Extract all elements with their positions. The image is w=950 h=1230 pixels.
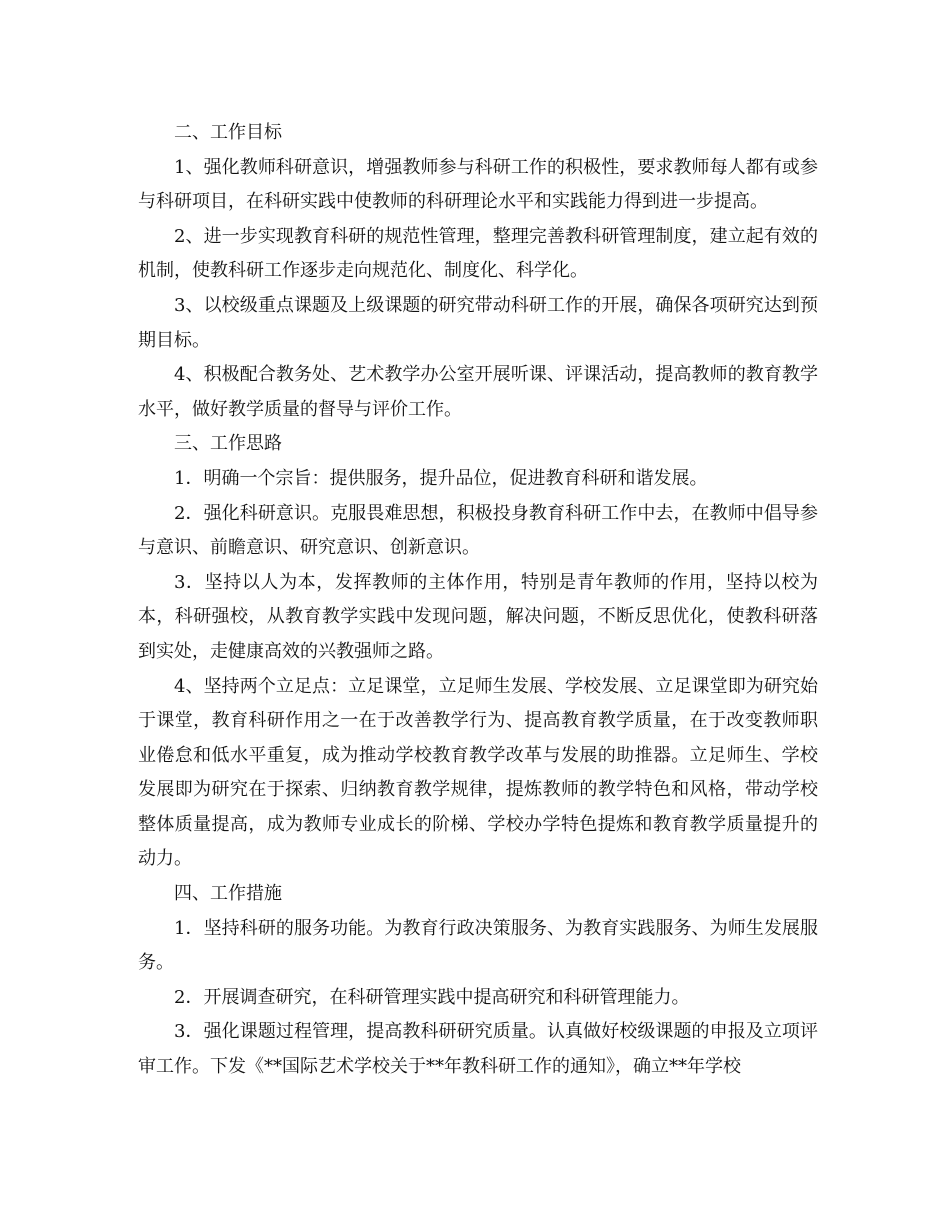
measure-item-2: 2．开展调查研究，在科研管理实践中提高研究和科研管理能力。 bbox=[174, 986, 690, 1008]
goal-item-4: 4、积极配合教务处、艺术教学办公室开展听课、评课活动，提高教师的教育教学水平，做好教学质量的督导与评价工作。 bbox=[138, 364, 818, 420]
heading-work-measures: 四、工作措施 bbox=[174, 883, 282, 905]
heading-work-goals: 二、工作目标 bbox=[174, 122, 282, 143]
goal-item-2: 2、进一步实现教育科研的规范性管理，整理完善教科研管理制度，建立起有效的机制，使教科研工作逐步走向规范化、制度化、科学化。 bbox=[138, 225, 818, 282]
approach-item-3: 3．坚持以人为本，发挥教师的主体作用，特别是青年教师的作用，坚持以校为本，科研强校，从教育教学实践中发现问题，解决问题，不断反思优化，使教科研落到实处，走健康高效的兴教强师之路。 bbox=[138, 571, 818, 662]
goal-item-3: 3、以校级重点课题及上级课题的研究带动科研工作的开展，确保各项研究达到预期目标。 bbox=[138, 294, 818, 351]
measure-item-3: 3．强化课题过程管理，提高教科研研究质量。认真做好校级课题的申报及立项评审工作。下发《**国际艺术学校关于**年教科研工作的通知》，确立**年学校 bbox=[138, 1021, 818, 1078]
approach-item-2: 2．强化科研意识。克服畏难思想，积极投身教育科研工作中去，在教师中倡导参与意识、前瞻意识、研究意识、创新意识。 bbox=[138, 502, 818, 559]
measure-item-1: 1．坚持科研的服务功能。为教育行政决策服务、为教育实践服务、为师生发展服务。 bbox=[138, 917, 818, 974]
heading-work-approach: 三、工作思路 bbox=[174, 433, 282, 455]
approach-item-1: 1．明确一个宗旨：提供服务，提升品位，促进教育科研和谐发展。 bbox=[174, 467, 708, 489]
approach-item-4: 4、坚持两个立足点：立足课堂，立足师生发展、学校发展、立足课堂即为研究始于课堂，教育科研作用之一在于改善教学行为、提高教育教学质量，在于改变教师职业倦怠和低水平重复，成为推动学校教育教学改革与发展的助推器。立足师生、学校发展即为研究在于探索、归纳教育教学规律，提炼教师的教学特色和风格，带动学校整体质量提高，成为教师专业成长的阶梯、学校办学特色提炼和教育教学质量提升的动力。 bbox=[138, 675, 818, 870]
goal-item-1: 1、强化教师科研意识，增强教师参与科研工作的积极性，要求教师每人都有或参与科研项目，在科研实践中使教师的科研理论水平和实践能力得到进一步提高。 bbox=[138, 156, 818, 213]
